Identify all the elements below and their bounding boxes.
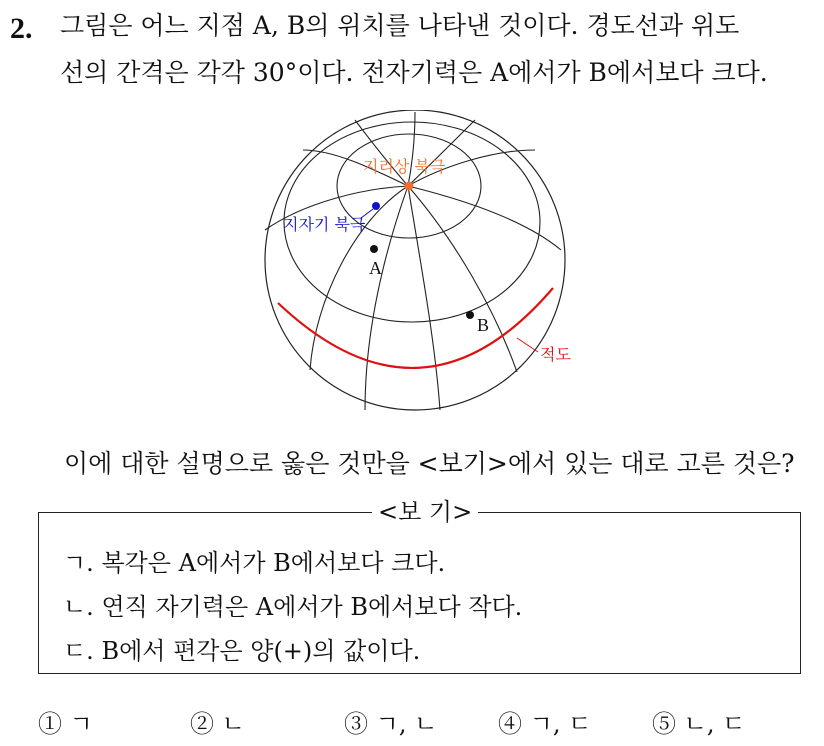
equator-line	[278, 288, 553, 368]
mag-north-label: 지자기 북극	[283, 215, 366, 234]
globe-diagram	[255, 110, 595, 420]
choice-3[interactable]: ③ ㄱ, ㄴ	[344, 710, 438, 738]
point-a	[370, 245, 378, 253]
choice-2[interactable]: ② ㄴ	[190, 710, 245, 738]
geo-north-label: 지리상 북극	[363, 157, 446, 176]
bogi-title: <보 기>	[372, 498, 478, 527]
question-prompt: 이에 대한 설명으로 옳은 것만을 <보기>에서 있는 대로 고른 것은?	[64, 449, 795, 478]
bogi-item-1: ㄱ. 복각은 A에서가 B에서보다 크다.	[63, 549, 446, 577]
question-line-2: 선의 간격은 각각 30°이다. 전자기력은 A에서가 B에서보다 크다.	[60, 58, 768, 87]
point-b-label: B	[477, 315, 490, 335]
point-b	[466, 311, 474, 319]
geo-north-point	[405, 182, 414, 191]
point-a-label: A	[369, 258, 382, 278]
globe-figure	[255, 110, 595, 420]
choice-5[interactable]: ⑤ ㄴ, ㄷ	[652, 710, 746, 738]
bogi-box	[38, 498, 801, 674]
choice-4[interactable]: ④ ㄱ, ㄷ	[498, 710, 592, 738]
equator-pointer	[517, 338, 538, 352]
bogi-item-3: ㄷ. B에서 편각은 양(+)의 값이다.	[63, 637, 421, 665]
mag-north-point	[372, 202, 380, 210]
choice-1[interactable]: ① ㄱ	[38, 710, 93, 738]
question-number: 2.	[10, 12, 33, 45]
bogi-item-2: ㄴ. 연직 자기력은 A에서가 B에서보다 작다.	[63, 593, 523, 621]
question-line-1: 그림은 어느 지점 A, B의 위치를 나타낸 것이다. 경도선과 위도	[60, 11, 740, 40]
equator-label: 적도	[540, 345, 571, 364]
